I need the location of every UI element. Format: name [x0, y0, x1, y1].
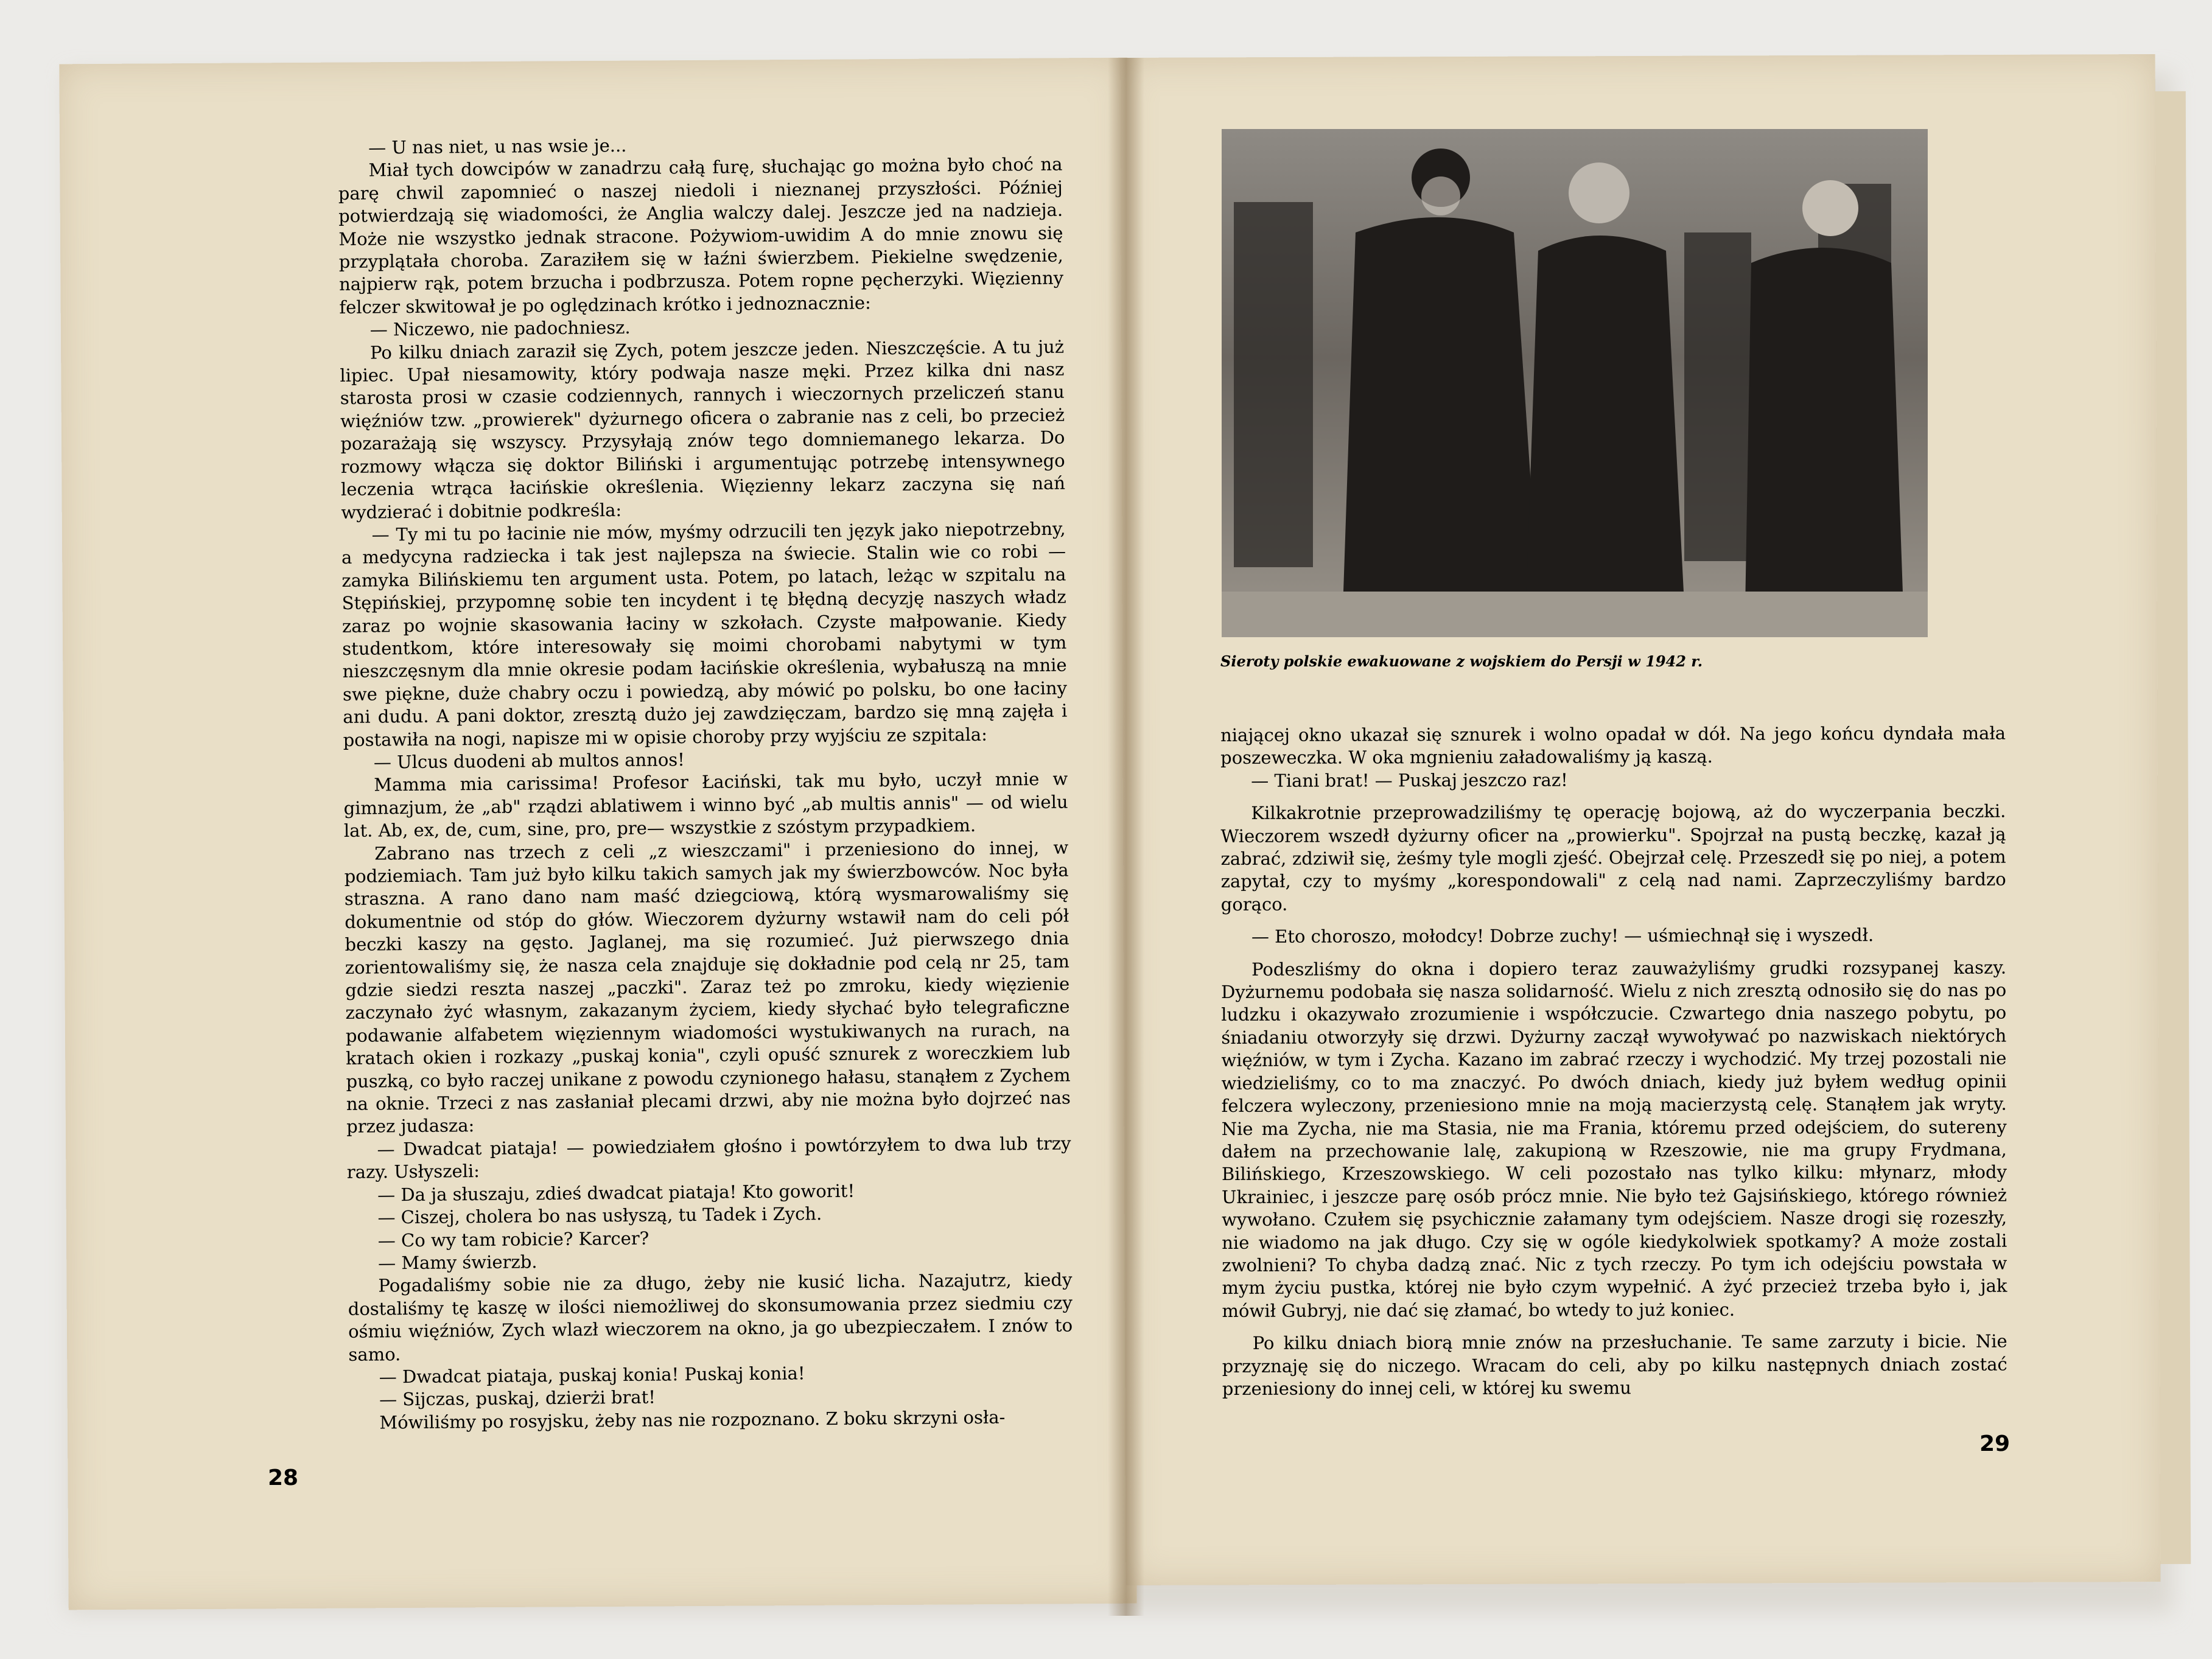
paragraph: — U nas niet, u nas wsie je...	[368, 134, 627, 158]
paragraph: Zabrano nas trzech z celi „z wieszczami" i przeniesiono do innej, w podziemiach. Tam już było kilku takich samych jak my świerzbowców. Noc była straszna. A rano dano nam maść dziegciową, którą wysmarowaliśmy się dokumentnie od stóp do głów. Wieczorem dyżurny wstawił nam do celi pół beczki kaszy na gęsto. Jaglanej, ma się rozumieć. Już pierwszego dnia zorientowaliśmy się, że nasza cela znajduje się dokładnie pod celą nr 25, tam gdzie siedzi reszta naszej „paczki". Zaraz też po zmroku, kiedy więzienie zaczynało żyć własnym, zakazanym życiem, kiedy słychać było telegraficzne podawanie alfabetem więziennym wiadomości wystukiwanych na rurach, na kratach okien i rozkazy „puskaj konia", czyli opuść sznurek z woreczkiem lub puszką, co było raczej unikane z powodu czynionego hałasu, stanąłem z Zychem na oknie. Trzeci z nas zasłaniał plecami drzwi, aby nie można było dojrzeć nas przez judasza:	[344, 837, 1071, 1137]
paragraph: Mamma mia carissima! Profesor Łaciński, tak mu było, uczył mnie w gimnazjum, że „ab" rządzi ablatiwem i winno być „ab multis annis" — od wielu lat. Ab, ex, de, cum, sine, pro, pre— wszystkie z szóstym przypadkiem.	[343, 768, 1068, 842]
paragraph: Kilkakrotnie przeprowadziliśmy tę operację bojową, aż do wyczerpania beczki. Wieczorem wszedł dyżurny oficer na „prowierku". Spojrzał na pustą beczkę, kazał ją zabrać, zdziwił się, żeśmy tyle mogli zjeść. Obejrzał celę. Przeszedł się po niej, a potem zapytał, czy to myśmy „korespondowali" z celą nad nami. Zaprzeczyliśmy bardzo gorąco.	[1220, 800, 2006, 915]
paragraph: — Sijczas, puskaj, dzierżi brat!	[379, 1386, 656, 1410]
historical-photograph	[1222, 129, 1928, 637]
paragraph: — Mamy świerzb.	[378, 1251, 537, 1274]
paragraph: niającej okno ukazał się sznurek i wolno opadał w dół. Na jego końcu dyndała mała poszeweczka. W oka mgnieniu załadowaliśmy ją kaszą.	[1220, 722, 2006, 769]
paragraph: Po kilku dniach biorą mnie znów na przesłuchanie. Te same zarzuty i bicie. Nie przyznaję się do niczego. Wracam do celi, aby po kilku następnych dniach zostać przeniesiony do innej celi, w której ku swemu	[1222, 1330, 2007, 1399]
paragraph: — Niczewo, nie padochniesz.	[369, 317, 631, 340]
book-gutter	[1108, 58, 1144, 1616]
paragraph: — Eto choroszo, mołodcy! Dobrze zuchy! — uśmiechnął się i wyszedł.	[1251, 924, 1874, 948]
left-page-text	[338, 131, 1074, 1434]
paragraph: — Ty mi tu po łacinie nie mów, myśmy odrzucili ten język jako niepotrzebny, a medycyna radziecka i tak jest najlepsza na świecie. Stalin wie co robi — zamyka Bilińskiemu ten argument usta. Potem, po latach, leżąc w szpitalu na Stępińskiej, przypomnę sobie ten incydent i tę błędną decyzję naszych władz zaraz po wojnie skasowania łaciny w szkołach. Czyste małpowanie. Kiedy studentkom, które interesowały się moimi chorobami nabytymi w tym nieszczęsnym dla mnie okresie podam łacińskie określenia, wybałuszą na mnie swe piękne, duże chabry oczu i powiedzą, aby mówić po polsku, bo one łaciny ani dudu. A pani doktor, zresztą dużo jej zawdzięczam, bardzo się mną zajęła i postawiła na nogi, napisze mi w opisie choroby przy wyjściu ze szpitala:	[341, 518, 1068, 750]
photo-caption: Sieroty polskie ewakuowane z wojskiem do Persji w 1942 r.	[1220, 652, 1703, 670]
paragraph: — Ciszej, cholera bo nas usłyszą, tu Tadek i Zych.	[377, 1203, 822, 1228]
paragraph: — Tiani brat! — Puskaj jeszczo raz!	[1251, 769, 1568, 791]
paragraph: Podeszliśmy do okna i dopiero teraz zauważyliśmy grudki rozsypanej kaszy. Dyżurnemu podobała się nasza solidarność. Wielu z nich zresztą odnosiło się do nas po ludzku i okazywało zrozumienie i współczucie. Czwartego dnia naszego pobytu, po śniadaniu otworzyły się drzwi. Dyżurny zaczął wywoływać po nazwiskach niektórych więźniów, w tym i Zycha. Kazano im zabrać rzeczy i wychodzić. My trzej pozostali nie wiedzieliśmy, co to ma znaczyć. Po dwóch dniach, kiedy już byłem według opinii felczera wyleczony, przeniesiono mnie na moją macierzystą celę. Stanąłem jak wryty. Nie ma Zycha, nie ma Stasia, nie ma Frania, któremu przed odejściem, do sutereny dałem na przechowanie lalę, zakupioną w Rzeszowie, nie ma grupy Frydmana, Bilińskiego, Krzeszowskiego. W celi pozostało nas tylko kilku: młynarz, młody Ukrainiec, i jeszcze parę osób prócz mnie. Nie było też Gajsińskiego, którego również wywołano. Czułem się psychicznie załamany tym odejściem. Nasze drogi się rozeszły, nie wiadomo na jak długo. Czy się w ogóle kiedykolwiek spotkamy? A może zostali zwolnieni? To chyba dadzą znać. Nic z tych rzeczy. Po tym ich odejściu powstała w mym życiu pustka, której nie było czym wypełnić. A żyć przecież trzeba było i, jak mówił Gubryj, nie dać się złamać, bo wtedy to już koniec.	[1221, 957, 2007, 1321]
right-page-number: 29	[1979, 1431, 2011, 1456]
paragraph: — Da ja słuszaju, zdieś dwadcat piataja! Kto goworit!	[377, 1180, 855, 1206]
paragraph: — Co wy tam robicie? Karcer?	[377, 1228, 649, 1251]
paragraph: — Dwadcat piataja! — powiedziałem głośno i powtórzyłem to dwa lub trzy razy. Usłyszeli:	[346, 1133, 1071, 1183]
right-page-text	[1220, 722, 2007, 1401]
paragraph: Mówiliśmy po rosyjsku, żeby nas nie rozpoznano. Z boku skrzyni osła-	[379, 1406, 1006, 1433]
paragraph: Pogadaliśmy sobie nie za długo, żeby nie kusić licha. Nazajutrz, kiedy dostaliśmy tę kaszę w ilości niemożliwej do skonsumowania przez siedmiu czy ośmiu więźniów, Zych wlazł wieczorem na okno, ja go ubezpieczałem. I znów to samo.	[348, 1269, 1073, 1365]
photo-illustration	[1222, 129, 1928, 637]
paragraph: — Dwadcat piataja, puskaj konia! Puskaj konia!	[379, 1363, 805, 1388]
paragraph: — Ulcus duodeni ab multos annos!	[373, 749, 685, 773]
left-page-number: 28	[268, 1465, 299, 1490]
paragraph: Miał tych dowcipów w zanadrzu całą furę, słuchając go można było choć na parę chwil zapomnieć o naszej niedoli i nieznanej przyszłości. Później potwierdzają się wiadomości, że Anglia walczy dalej. Jeszcze jed na nadzieja. Może nie wszystko jednak stracone. Pożywiom-uwidim A do mnie znowu się przyplątała choroba. Zaraziłem się w łaźni świerzbem. Piekielne swędzenie, najpierw rąk, potem brzucha i podbrzusza. Potem ropne pęcherzyki. Więzienny felczer skwitował je po oględzinach krótko i jednoznacznie:	[338, 154, 1064, 318]
paragraph: Po kilku dniach zaraził się Zych, potem jeszcze jeden. Nieszczęście. A tu już lipiec. Upał niesamowity, który podwaja nasze męki. Przez kilka dni nasz starosta prosi w czasie codziennych, rannych i wieczornych przeliczeń stanu więźniów tzw. „prowierek" dyżurnego oficera o zabranie nas z celi, bo przecież pozarażają się wszyscy. Przysyłają znów tego domniemanego lekarza. Do rozmowy włącza się doktor Biliński i argumentując potrzebę intensywnego leczenia wtrąca łacińskie określenia. Więzienny lekarz zaczyna się nań wydzierać i dobitnie podkreśla:	[340, 336, 1066, 523]
